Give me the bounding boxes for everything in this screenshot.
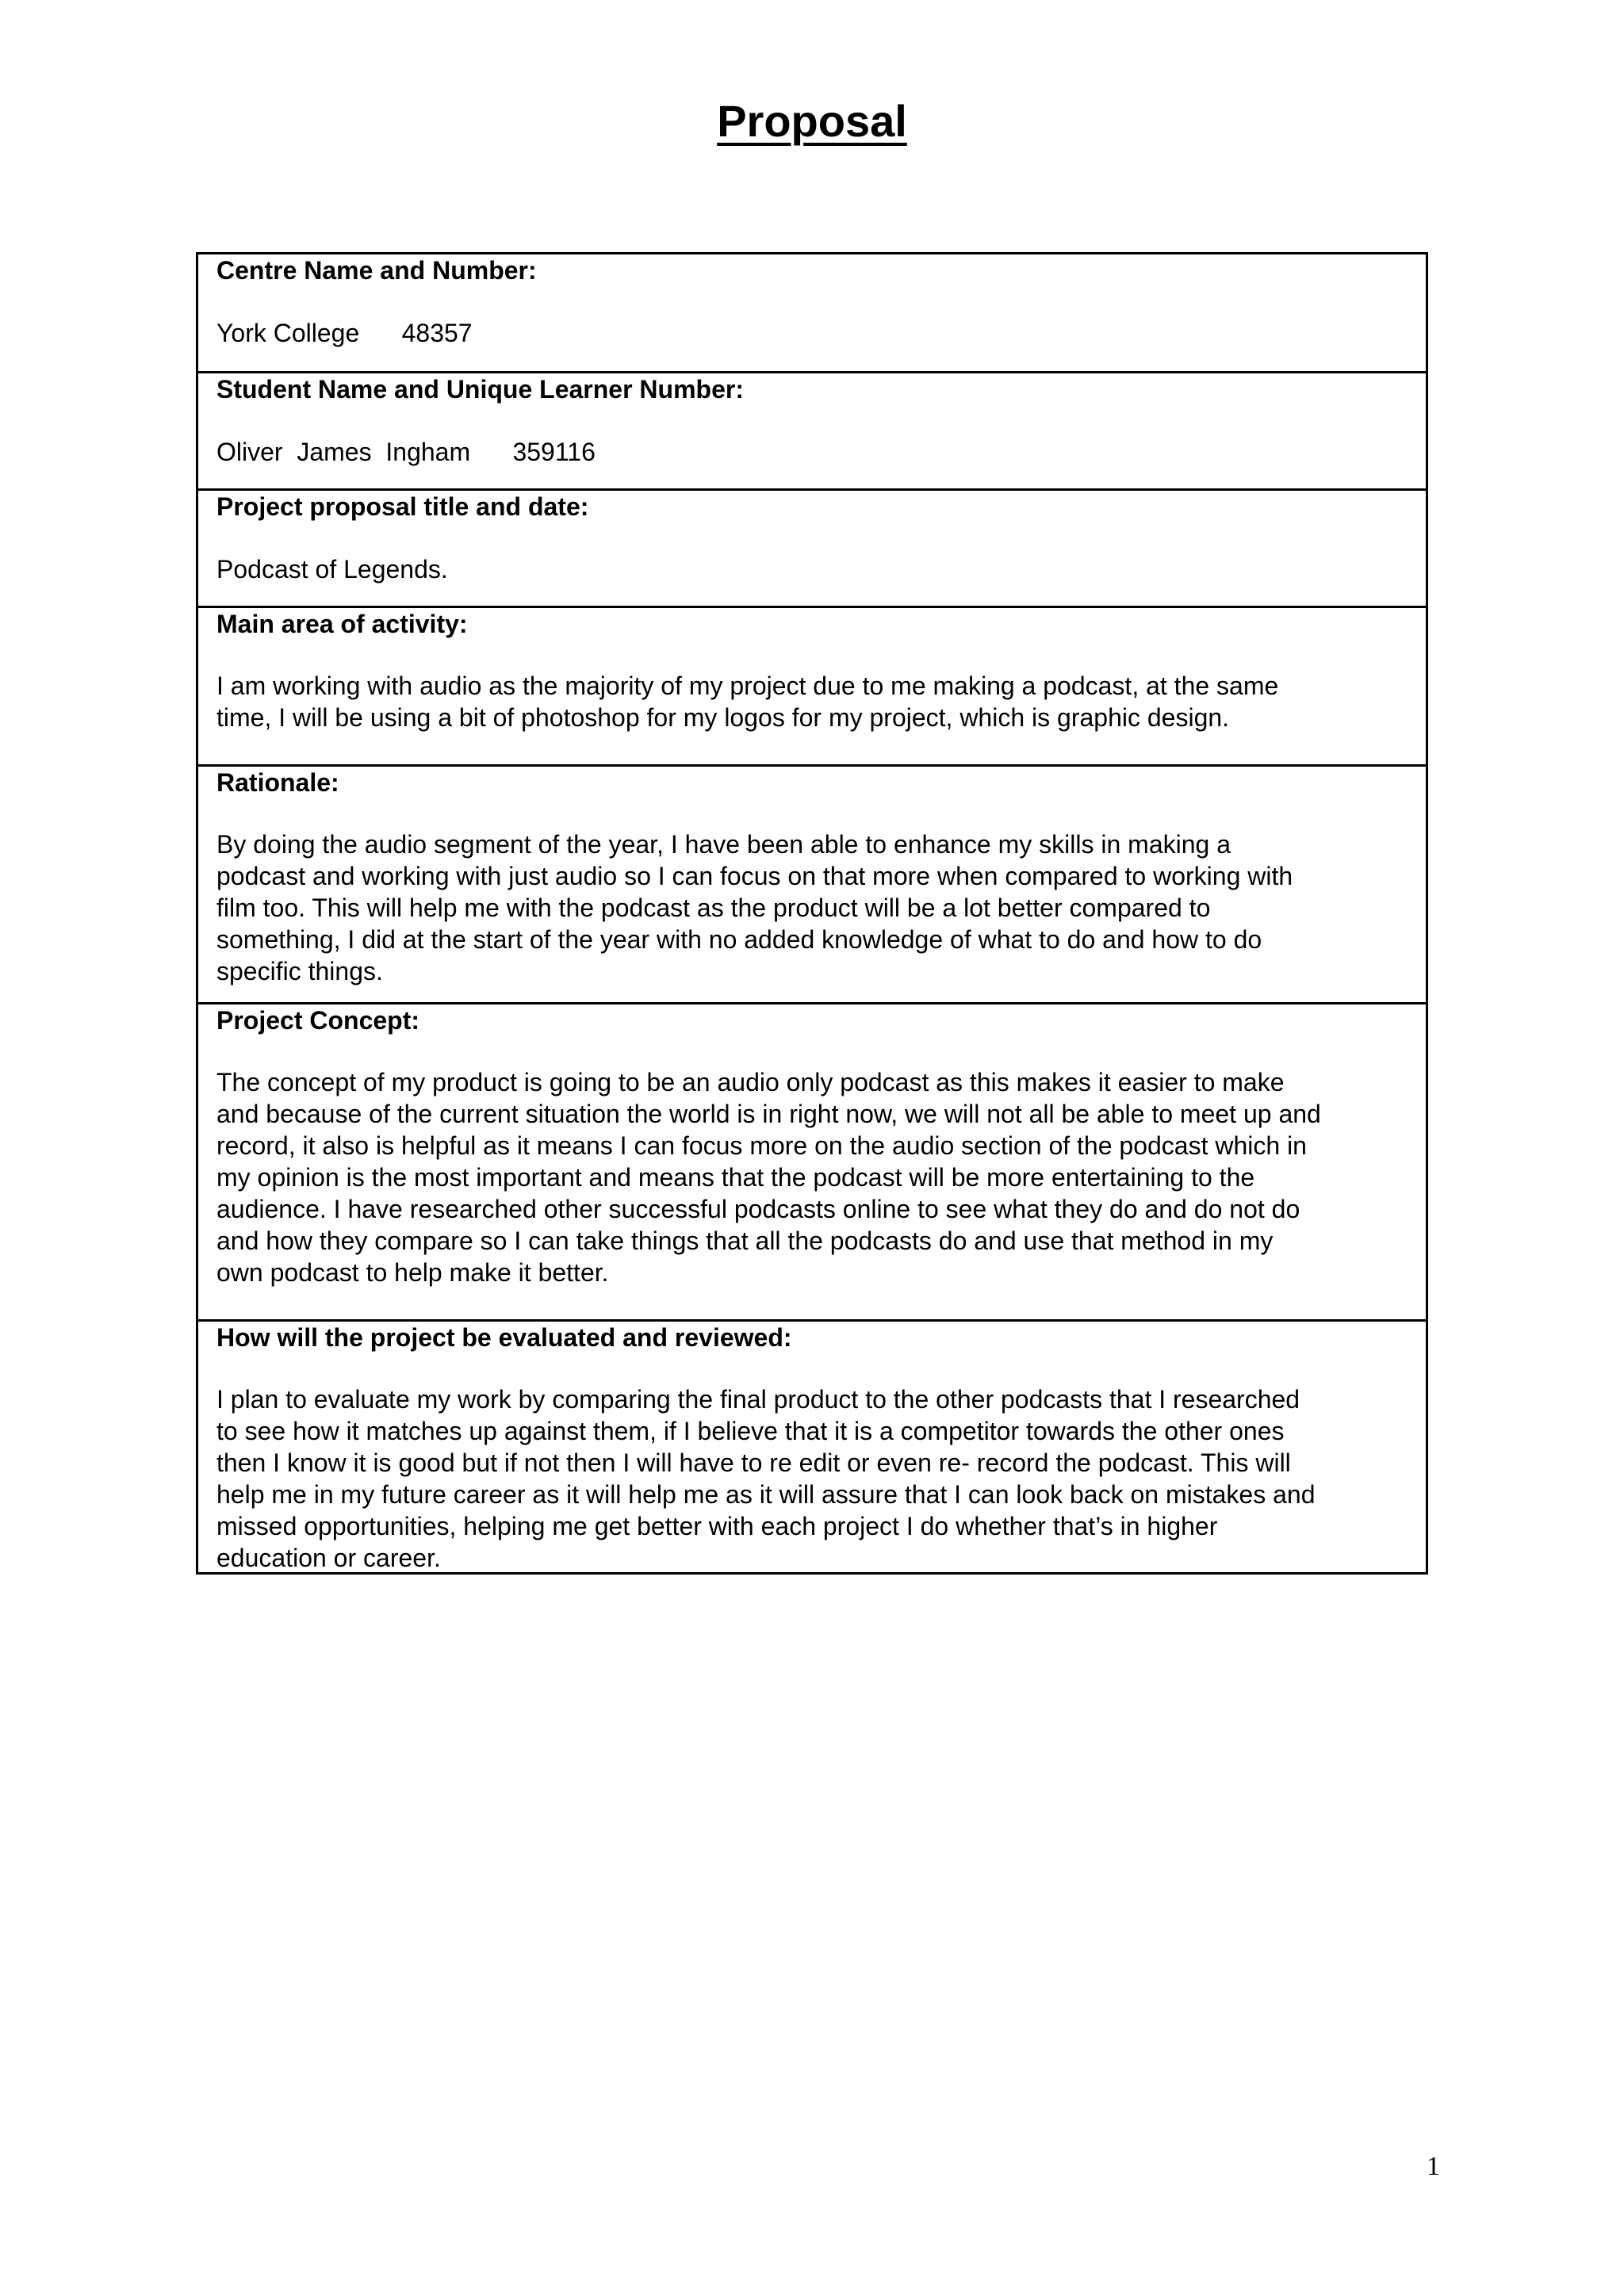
section-label: Main area of activity: — [216, 610, 468, 638]
section-student-name — [198, 371, 1426, 488]
proposal-form-table — [196, 252, 1428, 1575]
section-rationale — [198, 764, 1426, 1002]
page-title: Proposal — [717, 96, 907, 146]
section-main-area — [198, 606, 1426, 764]
section-project-title — [198, 488, 1426, 606]
section-label: Project proposal title and date: — [216, 492, 589, 521]
section-label: Student Name and Unique Learner Number: — [216, 375, 744, 404]
section-content: York College 48357 — [216, 319, 473, 347]
section-content: Podcast of Legends. — [216, 555, 448, 584]
section-label: Centre Name and Number: — [216, 256, 537, 285]
section-content: The concept of my product is going to be an audio only podcast as this makes it easier to make and because of the current situation the world is in right now, we will not all be able to meet up and record, it also is helpful as it means I can focus more on the audio section of the podcast which in my opinion is the most important and means that the podcast will be more entertaining to the audience. I have researched other successful podcasts online to see what they do and do not do and how they compare so I can take things that all the podcasts do and use that method in my own podcast to help make it better. — [216, 1068, 1321, 1287]
section-content: Oliver James Ingham 359116 — [216, 438, 596, 466]
section-content: I am working with audio as the majority of my project due to me making a podcast, at the same time, I will be using a bit of photoshop for my logos for my project, which is graphic design. — [216, 672, 1279, 732]
page-number: 1 — [1427, 2152, 1440, 2181]
section-project-concept — [198, 1002, 1426, 1319]
section-evaluation — [198, 1319, 1426, 1572]
section-label: Rationale: — [216, 768, 339, 797]
section-label: How will the project be evaluated and reviewed: — [216, 1323, 792, 1352]
section-centre-name — [198, 254, 1426, 371]
section-content: By doing the audio segment of the year, I have been able to enhance my skills in making a podcast and working with just audio so I can focus on that more when compared to working with film too. This will help me with the podcast as the product will be a lot better compared to something, I did at the start of the year with no added knowledge of what to do and how to do specific things. — [216, 830, 1293, 985]
section-content: I plan to evaluate my work by comparing the final product to the other podcasts that I researched to see how it matches up against them, if I believe that it is a competitor towards the other ones then I know it is good but if not then I will have to re edit or even re- record the podcast. This will help me in my future career as it will help me as it will assure that I can look back on mistakes and missed opportunities, helping me get better with each project I do whether that’s in higher education or career. — [216, 1385, 1316, 1572]
section-label: Project Concept: — [216, 1006, 420, 1035]
